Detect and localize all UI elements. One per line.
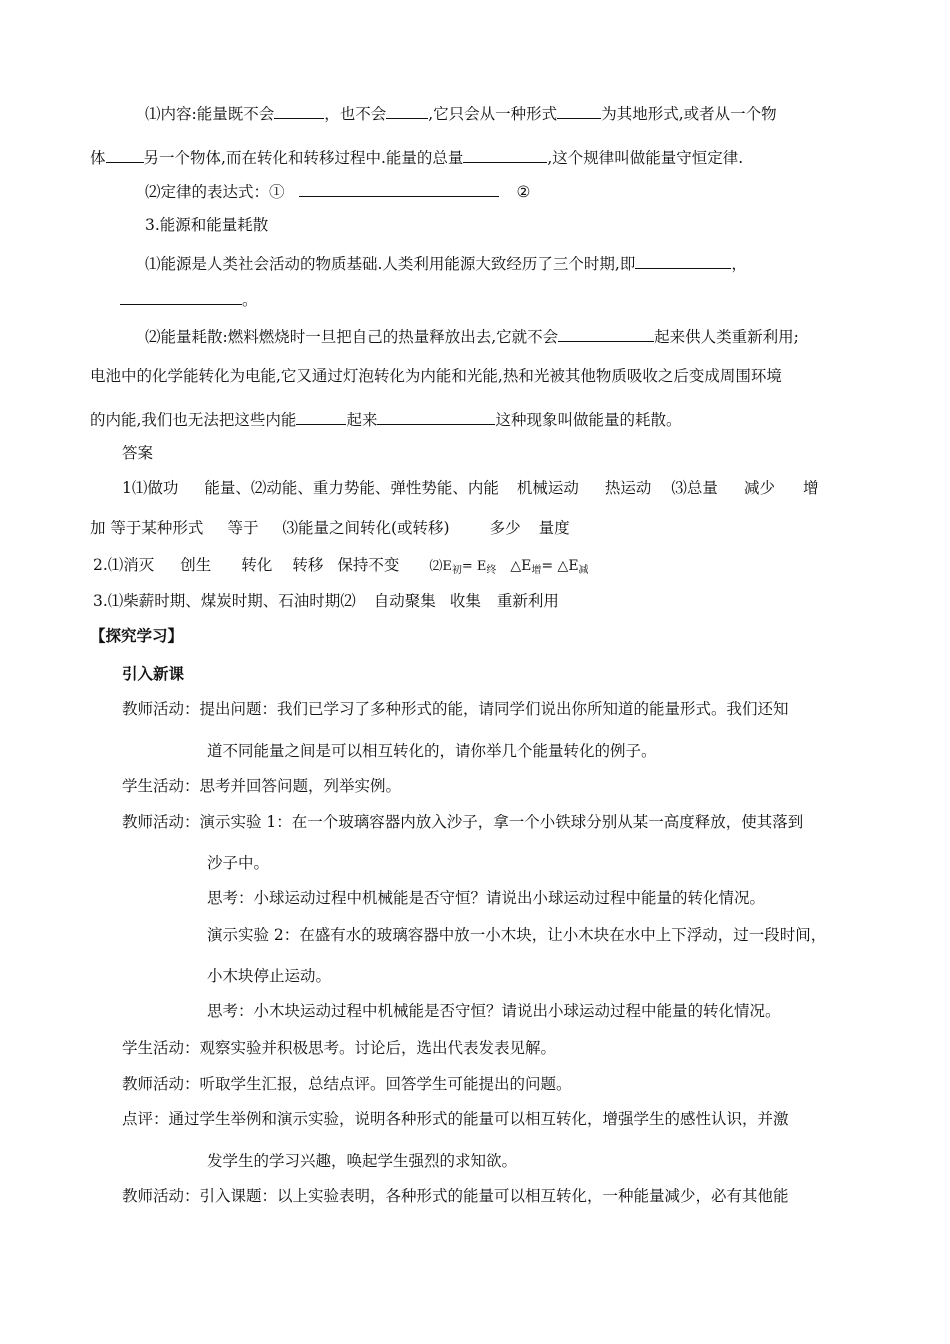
thinking-1: 思考：小球运动过程中机械能是否守恒？请说出小球运动过程中能量的转化情况。 [207, 889, 766, 907]
text: 等于 [227, 519, 259, 537]
fill-blank[interactable] [558, 325, 654, 342]
energy-source-heading: 3.能源和能量耗散 [145, 216, 269, 234]
teacher-activity-3: 教师活动：听取学生汇报，总结点评。回答学生可能提出的问题。 [122, 1075, 572, 1093]
formula-text: = E [461, 559, 487, 574]
text: 自动聚集 [373, 592, 436, 610]
text: 起来 [346, 411, 378, 429]
comment-line-2: 发学生的学习兴趣，唤起学生强烈的求知欲。 [207, 1152, 518, 1170]
teacher-activity-1-line-1: 教师活动：提出问题：我们已学习了多种形式的能，请同学们说出你所知道的能量形式。我们还知 [122, 700, 789, 718]
student-activity-1: 学生活动：思考并回答问题，列举实例。 [122, 777, 402, 795]
fill-blank[interactable] [377, 408, 495, 425]
subsection-title: 引入新课 [122, 664, 185, 683]
fill-blank[interactable] [463, 146, 547, 163]
formula-text: △E [510, 558, 532, 574]
law-content-line-1 [145, 102, 777, 124]
text: 2.⑴消灭 [93, 556, 155, 574]
section-title: 【探究学习】 [90, 626, 184, 645]
text: 创生 [180, 556, 212, 574]
text: 热运动 [604, 479, 652, 497]
fill-blank[interactable] [635, 252, 731, 269]
text: 转移 [292, 556, 324, 574]
text: 能量、⑵动能、重力势能、弹性势能、内能 [204, 479, 499, 497]
fill-blank[interactable] [106, 146, 144, 163]
text: 增 [802, 479, 819, 497]
text: ⑶能量之间转化(或转移) [282, 519, 450, 537]
subscript: 初 [451, 565, 462, 576]
experiment-2-line-2: 小木块停止运动。 [207, 967, 332, 985]
dissipation-line-3 [90, 408, 681, 430]
text: 起来供人类重新利用; [654, 328, 799, 346]
text: 的内能,我们也无法把这些内能 [90, 411, 297, 429]
energy-source-line-1 [145, 252, 747, 274]
text: 1⑴做功 [122, 479, 179, 497]
text: ,它只会从一种形式 [428, 105, 558, 123]
teacher-activity-2-line-1: 教师活动：演示实验 1：在一个玻璃容器内放入沙子，拿一个小铁球分别从某一高度释放，使其落到 [122, 813, 804, 831]
dissipation-line-2: 电池中的化学能转化为电能,它又通过灯泡转化为内能和光能,热和光被其他物质吸收之后变成周围环境 [90, 367, 782, 385]
text: ⑴能源是人类社会活动的物质基础.人类利用能源大致经历了三个时期,即 [145, 255, 636, 273]
text: ， [731, 255, 747, 273]
fill-blank[interactable] [120, 288, 242, 305]
text: ⑶总量 [671, 479, 718, 497]
energy-source-line-2 [120, 288, 258, 310]
teacher-activity-4: 教师活动：引入课题：以上实验表明，各种形式的能量可以相互转化，一种能量减少，必有其他能 [122, 1187, 789, 1205]
text: ② [516, 183, 531, 201]
answer-line-4 [93, 591, 559, 611]
formula-text: ⑵E [429, 559, 452, 574]
fill-blank[interactable] [557, 102, 601, 119]
subscript: 终 [486, 565, 497, 576]
text: 多少 [489, 519, 521, 537]
student-activity-2: 学生活动：观察实验并积极思考。讨论后，选出代表发表见解。 [122, 1039, 557, 1057]
comment-line-1: 点评：通过学生举例和演示实验，说明各种形式的能量可以相互转化，增强学生的感性认识，并激 [122, 1110, 789, 1128]
formula-text: = △E [541, 558, 579, 574]
dissipation-line-1 [145, 325, 799, 347]
text: 为其地形式,或者从一个物 [601, 105, 777, 123]
answer-line-2 [90, 518, 570, 538]
answer-title: 答案 [122, 444, 154, 462]
text: 体 [90, 149, 106, 167]
text: 。 [242, 291, 258, 309]
thinking-2: 思考：小木块运动过程中机械能是否守恒？请说出小球运动过程中能量的转化情况。 [207, 1002, 781, 1020]
subscript: 增 [531, 565, 542, 576]
teacher-activity-1-line-2: 道不同能量之间是可以相互转化的，请你举几个能量转化的例子。 [207, 742, 657, 760]
fill-blank[interactable] [386, 102, 428, 119]
fill-blank[interactable] [296, 408, 346, 425]
text: 减少 [743, 479, 775, 497]
answer-line-3 [93, 555, 589, 581]
text: 保持不变 [337, 556, 400, 574]
teacher-activity-2-line-2: 沙子中。 [207, 854, 270, 872]
text: ⑴内容:能量既不会 [145, 105, 275, 123]
answer-line-1 [122, 478, 818, 498]
text: 重新利用 [496, 592, 559, 610]
law-content-line-2 [90, 146, 743, 168]
text: 收集 [449, 592, 481, 610]
fill-blank[interactable] [274, 102, 324, 119]
experiment-2-line-1: 演示实验 2：在盛有水的玻璃容器中放一小木块，让小木块在水中上下浮动，过一段时间， [207, 926, 827, 944]
text: 加 等于某种形式 [90, 519, 204, 537]
text: 机械运动 [516, 479, 579, 497]
law-expression-line [145, 180, 530, 202]
text: 3.⑴柴薪时期、煤炭时期、石油时期⑵ [93, 592, 356, 610]
text: ⑵能量耗散:燃料燃烧时一旦把自己的热量释放出去,它就不会 [145, 328, 559, 346]
text: 量度 [538, 519, 570, 537]
text: 转化 [241, 556, 273, 574]
text: 这种现象叫做能量的耗散。 [495, 411, 682, 429]
text: ⑵定律的表达式：① [145, 183, 285, 201]
fill-blank[interactable] [299, 180, 499, 197]
subscript: 减 [578, 565, 589, 576]
text: ,这个规律叫做能量守恒定律. [547, 149, 744, 167]
text: 另一个物体,而在转化和转移过程中.能量的总量 [143, 149, 464, 167]
text: ，也不会 [324, 105, 387, 123]
